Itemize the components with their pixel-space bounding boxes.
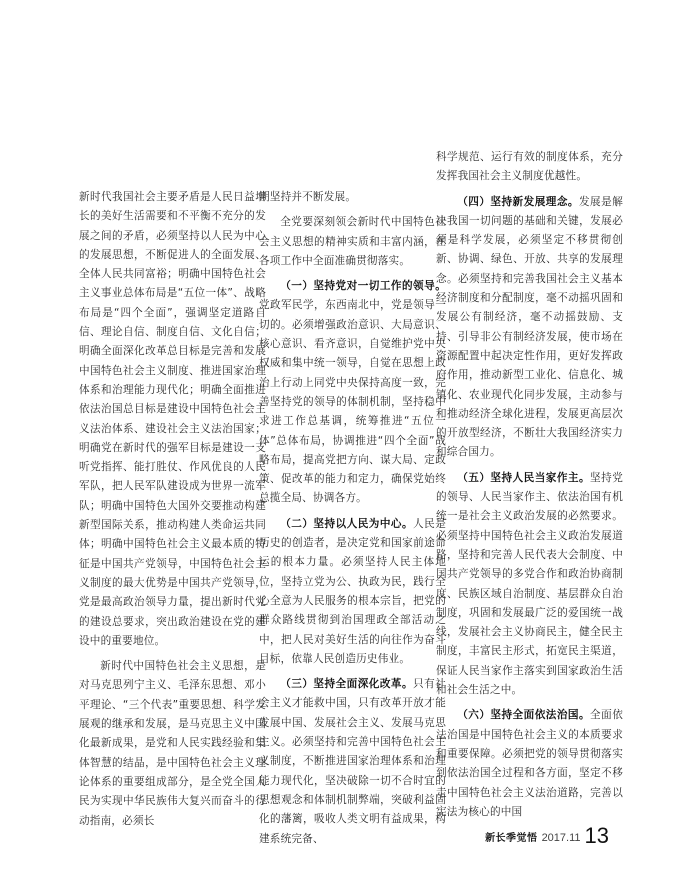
- issue-date: 2017.11: [541, 832, 581, 844]
- section-paragraph: [436, 469, 623, 701]
- section-paragraph: [436, 706, 623, 822]
- paragraph: 科学规范、运行有效的制度体系，充分发挥我国社会主义制度优越性。: [436, 151, 623, 183]
- section-paragraph: [259, 515, 446, 669]
- section-body: 发展是解决我国一切问题的基础和关键，发展必须是科学发展，必须坚定不移贯彻创新、协调、绿色、开放、共享的发展理念。必须坚持和完善我国社会主义基本经济制度和分配制度，毫不动摇巩固和发展公有制经济，毫不动摇鼓励、支持、引导非公有制经济发展，使市场在资源配置中起决定性作用，更好发挥政府作用，推动新型工业化、信息化、城镇化、农业现代化同步发展，主动参与和推动经济全球化进程，发展更高层次的开放型经济，不断壮大我国经济实力和综合国力。: [436, 195, 623, 459]
- section-paragraph: [259, 277, 446, 509]
- section-paragraph: [259, 675, 446, 849]
- page-footer: [485, 825, 609, 847]
- section-heading: （五）坚持人民当家作主。: [457, 471, 591, 484]
- section-heading: （六）坚持全面依法治国。: [457, 709, 591, 722]
- section-heading: （二）坚持以人民为中心。: [280, 517, 414, 530]
- section-body: 只有社会主义才能救中国，只有改革开放才能发展中国、发展社会主义、发展马克思主义。必须坚持和完善中国特色社会主义制度，不断推进国家治理体系和治理能力现代化，坚决破除一切不合时宜的思想观念和体制机制弊端，突破利益固化的藩篱，吸收人类文明有益成果，构建系统完备、: [259, 678, 446, 845]
- paragraph: 期坚持并不断发展。: [259, 191, 357, 203]
- section-body: 党政军民学，东西南北中，党是领导一切的。必须增强政治意识、大局意识、核心意识、看齐意识，自觉维护党中央权威和集中统一领导，自觉在思想上政治上行动上同党中央保持高度一致，完善坚持党的领导的体制机制，坚持稳中求进工作总基调，统筹推进“五位一体”总体布局，协调推进“四个全面”战略布局，提高党把方向、谋大局、定政策、促改革的能力和定力，确保党始终总揽全局、协调各方。: [259, 299, 446, 505]
- section-body: 坚持党的领导、人民当家作主、依法治国有机统一是社会主义政治发展的必然要求。必须坚持中国特色社会主义政治发展道路，坚持和完善人民代表大会制度、中国共产党领导的多党合作和政治协商制度、民族区域自治制度、基层群众自治制度，巩固和发展最广泛的爱国统一战线，发展社会主义协商民主，健全民主制度，丰富民主形式，拓宽民主渠道，保证人民当家作主落实到国家政治生活和社会生活之中。: [436, 471, 623, 697]
- section-heading: （四）坚持新发展理念。: [457, 195, 579, 208]
- section-paragraph: [436, 193, 623, 463]
- text-column-2: [259, 188, 446, 849]
- paragraph: 新时代我国社会主要矛盾是人民日益增长的美好生活需要和不平衡不充分的发展之间的矛盾，必须坚持以人民为中心的发展思想，不断促进人的全面发展、全体人民共同富裕；明确中国特色社会主义事业总体布局是“五位一体”、战略布局是“四个全面”，强调坚定道路自信、理论自信、制度自信、文化自信；明确全面深化改革总目标是完善和发展中国特色社会主义制度、推进国家治理体系和治理能力现代化；明确全面推进依法治国总目标是建设中国特色社会主义法治体系、建设社会主义法治国家；明确党在新时代的强军目标是建设一支听党指挥、能打胜仗、作风优良的人民军队，把人民军队建设成为世界一流军队；明确中国特色大国外交要推动构建新型国际关系，推动构建人类命运共同体；明确中国特色社会主义最本质的特征是中国共产党领导，中国特色社会主义制度的最大优势是中国共产党领导，党是最高政治领导力量，提出新时代党的建设总要求，突出政治建设在党的建设中的重要地位。: [79, 191, 266, 647]
- paragraph: 全党要深刻领会新时代中国特色社会主义思想的精神实质和丰富内涵，在各项工作中全面准确贯彻落实。: [259, 216, 446, 267]
- text-column-3: [436, 148, 623, 822]
- text-column-1: [79, 188, 266, 831]
- section-heading: （三）坚持全面深化改革。: [280, 678, 414, 691]
- magazine-logo: 新长季觉悟: [485, 833, 538, 844]
- section-body: 全面依法治国是中国特色社会主义的本质要求和重要保障。必须把党的领导贯彻落实到依法治国全过程和各方面，坚定不移走中国特色社会主义法治道路，完善以宪法为核心的中国: [436, 709, 623, 818]
- section-heading: （一）坚持党对一切工作的领导。: [280, 280, 446, 293]
- section-body: 人民是历史的创造者，是决定党和国家前途命运的根本力量。必须坚持人民主体地位，坚持立党为公、执政为民，践行全心全意为人民服务的根本宗旨，把党的群众路线贯彻到治国理政全部活动之中，把人民对美好生活的向往作为奋斗目标，依靠人民创造历史伟业。: [259, 517, 446, 665]
- paragraph: 新时代中国特色社会主义思想，是对马克思列宁主义、毛泽东思想、邓小平理论、“三个代表”重要思想、科学发展观的继承和发展，是马克思主义中国化最新成果，是党和人民实践经验和集体智慧的结晶，是中国特色社会主义理论体系的重要组成部分，是全党全国人民为实现中华民族伟大复兴而奋斗的行动指南，必须长: [79, 660, 266, 827]
- page-number: 13: [584, 823, 609, 848]
